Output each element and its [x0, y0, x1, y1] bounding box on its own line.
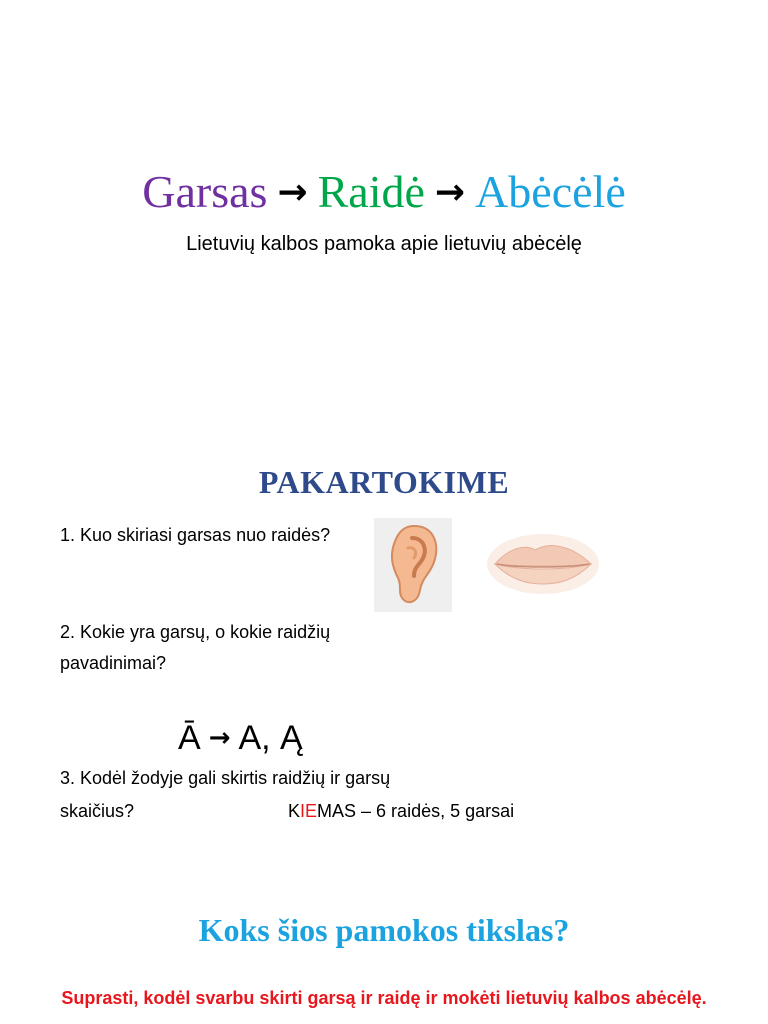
vowel-example — [178, 716, 303, 760]
long-vowel: Ā — [178, 719, 201, 757]
question-1: 1. Kuo skiriasi garsas nuo raidės? — [60, 525, 331, 545]
word-example-diphthong: IE — [300, 801, 318, 821]
ear-icon — [374, 518, 452, 612]
page-title — [0, 162, 768, 223]
word-example-start: K — [288, 801, 301, 821]
title-word-garsas: Garsas — [142, 166, 268, 217]
title-word-abecele: Abėcėlė — [475, 166, 626, 217]
subtitle: Lietuvių kalbos pamoka apie lietuvių abėcėlę — [186, 233, 582, 255]
review-heading: PAKARTOKIME — [258, 464, 510, 500]
goal-heading: Koks šios pamokos tikslas? — [198, 912, 570, 948]
question-2-line-1: 2. Kokie yra garsų, o kokie raidžių — [60, 622, 331, 642]
question-3-line-1: 3. Kodėl žodyje gali skirtis raidžių ir garsų — [60, 768, 391, 788]
arrow-right-icon: → — [208, 723, 231, 753]
arrow-right-icon: → — [434, 172, 466, 213]
lips-icon — [467, 504, 602, 614]
arrow-right-icon: → — [277, 172, 308, 213]
question-3-line-2: skaičius? — [60, 801, 135, 821]
ear-image — [374, 518, 452, 612]
word-example — [288, 796, 514, 826]
title-word-raide: Raidė — [317, 166, 425, 217]
word-example-rest: MAS – 6 raidės, 5 garsai — [317, 801, 515, 821]
question-2-line-2: pavadinimai? — [60, 653, 167, 673]
goal-text: Suprasti, kodėl svarbu skirti garsą ir raidę ir mokėti lietuvių kalbos abėcėlę. — [61, 988, 707, 1008]
lips-image — [467, 504, 602, 614]
vowel-letters: A, Ą — [238, 719, 303, 757]
